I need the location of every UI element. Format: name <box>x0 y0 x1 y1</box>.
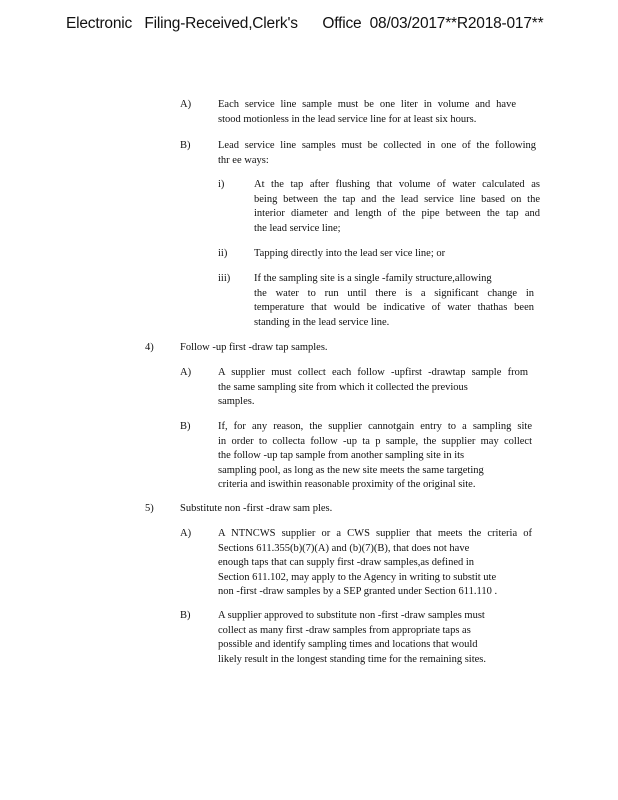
text-line: collect as many first -draw samples from appropriate taps as <box>218 624 471 636</box>
text-line: the follow -up tap sample from another sampling site in its <box>218 450 465 461</box>
text-line: sampling pool, as long as the new site meets the same targeting <box>218 464 484 476</box>
text-line: stood motionless in the lead service line for at least six hours. <box>218 113 477 125</box>
text-line: enough taps that can supply first -draw samples,as defined in <box>218 557 475 568</box>
text-line: A supplier approved to substitute non -first -draw samples must <box>218 610 485 621</box>
text-line: non -first -draw samples by a SEP granted under Section 611.110 . <box>218 586 498 597</box>
text-line: likely result in the longest standing time for the remaining sites. <box>218 653 486 665</box>
item-label: B) <box>180 140 191 151</box>
text-line: temperature that would be indicative of water thathas been <box>254 302 534 313</box>
text-line: thr ee ways: <box>218 154 269 166</box>
text-line: the lead service line; <box>254 222 341 234</box>
text-line: Sections 611.355(b)(7)(A) and (b)(7)(B), that does not have <box>218 542 470 554</box>
item-label: A) <box>180 528 192 539</box>
text-line: criteria and iswithin reasonable proximity of the original site. <box>218 479 476 490</box>
item-label: A) <box>180 99 192 110</box>
text-line: If the sampling site is a single -family structure,allowing <box>254 273 492 284</box>
text-line: interior diameter and length of the pipe between the tap and <box>254 208 540 219</box>
text-line: samples. <box>218 396 255 407</box>
text-line: standing in the lead service line. <box>254 316 390 328</box>
item-label: B) <box>180 421 191 432</box>
text-line: Each service line sample must be one liter in volume and have <box>218 99 516 110</box>
item-label: iii) <box>218 273 231 284</box>
text-line: A NTNCWS supplier or a CWS supplier that meets the criteria of <box>218 528 532 539</box>
text-line: Tapping directly into the lead ser vice line; or <box>254 248 446 259</box>
text-line: Follow -up first -draw tap samples. <box>180 342 328 353</box>
text-line: A supplier must collect each follow -upfirst -drawtap sample from <box>218 367 528 378</box>
text-line: Lead service line samples must be collected in one of the following <box>218 140 536 151</box>
text-line: the same sampling site from which it collected the previous <box>218 381 468 393</box>
text-line: At the tap after flushing that volume of water calculated as <box>254 179 540 190</box>
item-label: i) <box>218 179 225 190</box>
text-line: being between the tap and the lead service line based on the <box>254 193 540 205</box>
item-label: ii) <box>218 248 228 259</box>
item-label: 5) <box>145 503 154 514</box>
text-line: Substitute non -first -draw sam ples. <box>180 503 333 514</box>
item-label: A) <box>180 367 192 378</box>
text-line: the water to run until there is a significant change in <box>254 287 534 299</box>
text-line: Section 611.102, may apply to the Agency in writing to substit ute <box>218 571 497 583</box>
filing-header: Electronic Filing-Received,Clerk's Office 08/03/2017**R2018-017** <box>66 15 544 32</box>
text-line: in order to collecta follow -up ta p sample, the supplier may collect <box>218 435 532 447</box>
text-line: If, for any reason, the supplier cannotgain entry to a sampling site <box>218 421 532 432</box>
item-label: B) <box>180 610 191 621</box>
item-label: 4) <box>145 342 154 353</box>
text-line: possible and identify sampling times and locations that would <box>218 639 478 650</box>
